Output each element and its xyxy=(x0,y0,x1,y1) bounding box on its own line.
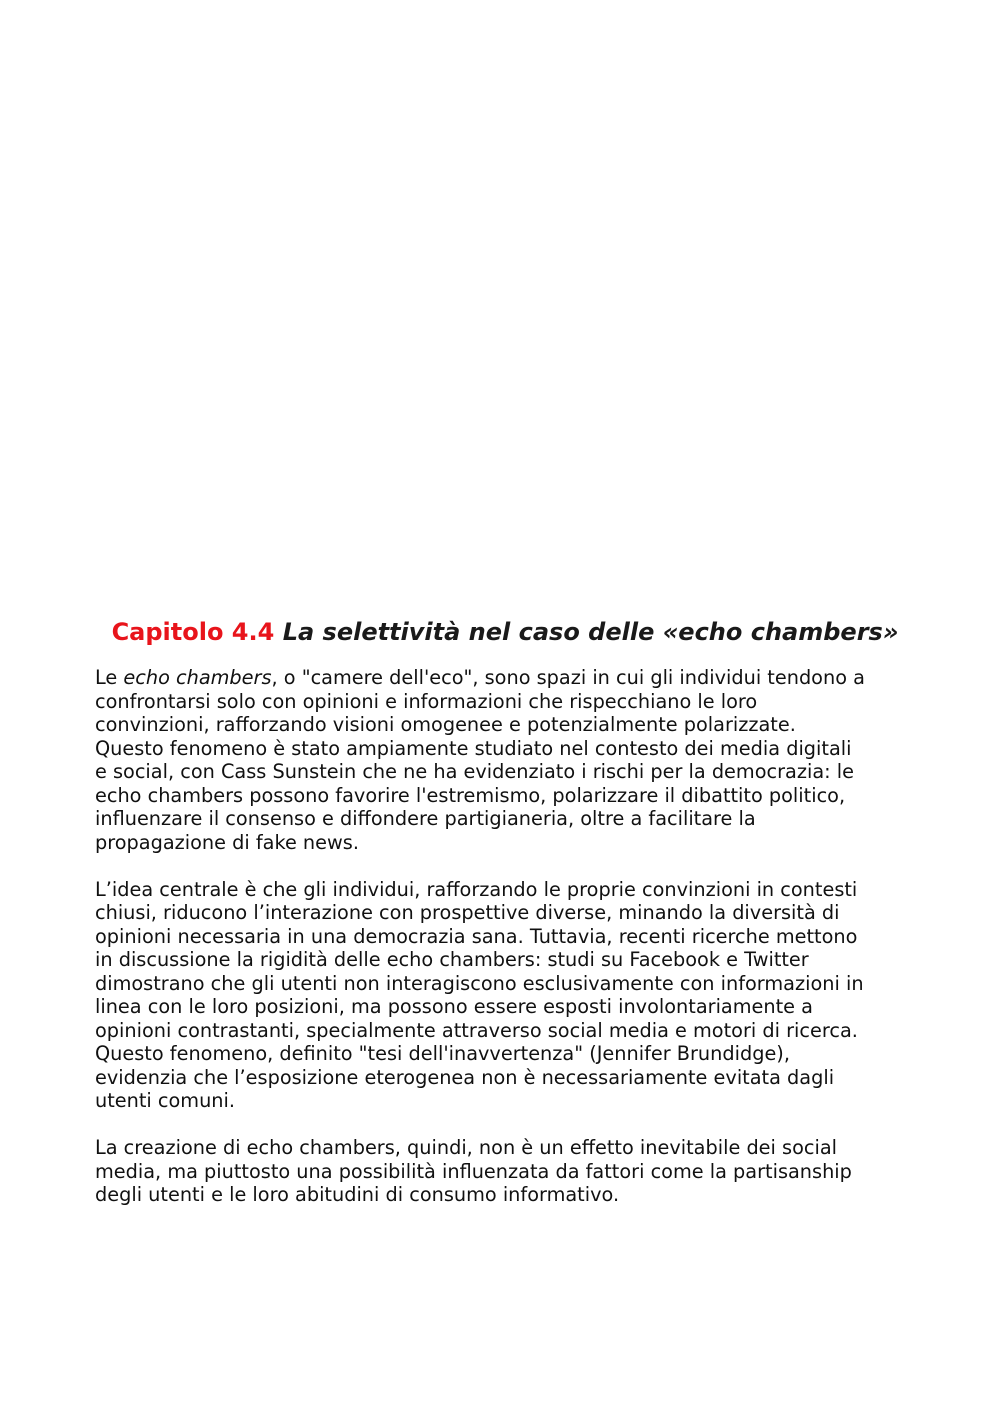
paragraph-line: dimostrano che gli utenti non interagiscono esclusivamente con informazioni in xyxy=(95,971,864,995)
paragraph-3 xyxy=(95,1136,915,1207)
paragraph-line: media, ma piuttosto una possibilità influenzata da fattori come la partisanship xyxy=(95,1159,852,1183)
paragraph-line: Questo fenomeno, definito "tesi dell'inavvertenza" (Jennifer Brundidge), xyxy=(95,1042,790,1065)
paragraph-line: confrontarsi solo con opinioni e informazioni che rispecchiano le loro xyxy=(95,689,758,713)
chapter-title: La selettività nel caso delle «echo chambers» xyxy=(282,618,899,646)
chapter-number: Capitolo 4.4 xyxy=(111,618,275,646)
text-run: , o "camere dell'eco", sono spazi in cui gli individui tendono a xyxy=(271,666,865,689)
paragraph-line xyxy=(95,666,915,690)
paragraph-line: opinioni necessaria in una democrazia sana. Tuttavia, recenti ricerche mettono xyxy=(95,924,858,948)
paragraph-line: Questo fenomeno è stato ampiamente studiato nel contesto dei media digitali xyxy=(95,736,852,760)
paragraph-line: influenzare il consenso e diffondere partigianeria, oltre a facilitare la xyxy=(95,807,756,830)
paragraph-line: convinzioni, rafforzando visioni omogenee e potenzialmente polarizzate. xyxy=(95,713,796,736)
text-run: Le xyxy=(95,666,124,689)
paragraph-line: utenti comuni. xyxy=(95,1089,236,1112)
paragraph-line: e social, con Cass Sunstein che ne ha evidenziato i rischi per la democrazia: le xyxy=(95,760,854,783)
paragraph-line: L’idea centrale è che gli individui, rafforzando le proprie convinzioni in contesti xyxy=(95,877,858,901)
paragraph-2 xyxy=(95,878,915,1113)
document-page xyxy=(95,614,915,1230)
paragraph-line: opinioni contrastanti, specialmente attraverso social media e motori di ricerca. xyxy=(95,1018,858,1042)
paragraph-line: in discussione la rigidità delle echo chambers: studi su Facebook e Twitter xyxy=(95,948,809,971)
italic-term: echo chambers xyxy=(123,666,272,689)
paragraph-line: linea con le loro posizioni, ma possono essere esposti involontariamente a xyxy=(95,995,813,1018)
paragraph-line: echo chambers possono favorire l'estremismo, polarizzare il dibattito politico, xyxy=(95,783,846,807)
paragraph-line: degli utenti e le loro abitudini di consumo informativo. xyxy=(95,1183,620,1206)
paragraph-1 xyxy=(95,666,915,854)
chapter-heading xyxy=(95,614,915,650)
paragraph-line: propagazione di fake news. xyxy=(95,830,359,854)
paragraph-line: chiusi, riducono l’interazione con prospettive diverse, minando la diversità di xyxy=(95,901,840,924)
paragraph-line: evidenzia che l’esposizione eterogenea non è necessariamente evitata dagli xyxy=(95,1065,835,1089)
paragraph-line: La creazione di echo chambers, quindi, non è un effetto inevitabile dei social xyxy=(95,1136,837,1159)
